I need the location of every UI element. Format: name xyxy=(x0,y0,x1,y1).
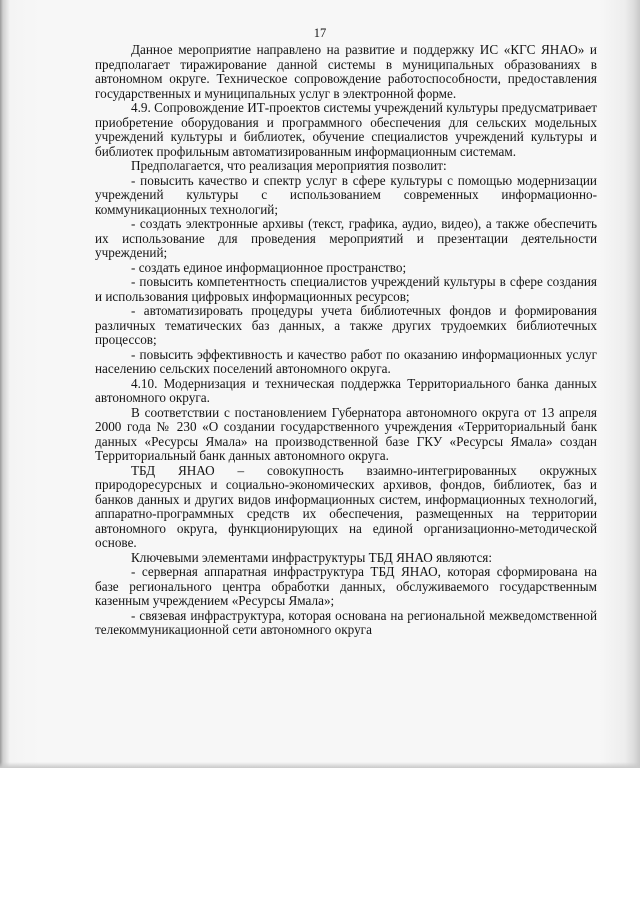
page-number: 17 xyxy=(313,26,327,40)
list-item: - повысить компетентность специалистов учреждений культуры в сфере создания и использования цифровых информационных ресурсов; xyxy=(95,274,597,304)
list-item: - повысить эффективность и качество работ по оказанию информационных услуг населению сельских поселений автономного округа. xyxy=(95,346,597,376)
paragraph: Данное мероприятие направлено на развитие и поддержку ИС «КГС ЯНАО» и предполагает тиражирование данной системы в муниципальных образованиях в автономном округе. Техническое сопровождение работоспособности, предоставления государственных и муниципальных услуг в электронной форме. xyxy=(95,42,597,101)
paragraph: 4.9. Сопровождение ИТ-проектов системы учреждений культуры предусматривает приобретение оборудования и программного обеспечения для сельских модельных учреждений культуры и библиотек, обучение специалистов учреждений культуры и библиотек профильным автоматизированным информационным системам. xyxy=(95,100,597,159)
list-item: - повысить качество и спектр услуг в сфере культуры с помощью модернизации учреждений культуры с использованием современных информационно-коммуникационных технологий; xyxy=(95,172,597,217)
section-heading: 4.10. Модернизация и техническая поддержка Территориального банка данных автономного округа. xyxy=(95,375,597,405)
list-item: - связевая инфраструктура, которая основана на региональной межведомственной телекоммуникационной сети автономного округа xyxy=(95,607,597,637)
paragraph: Предполагается, что реализация мероприятия позволит: xyxy=(131,158,447,173)
document-body xyxy=(95,43,597,638)
paragraph: Ключевыми элементами инфраструктуры ТБД ЯНАО являются: xyxy=(131,549,493,565)
blank-margin xyxy=(0,768,640,905)
paragraph: ТБД ЯНАО – совокупность взаимно-интегрированных окружных природоресурсных и социально-экономических архивов, фондов, библиотек, баз и банков данных и других видов информационных систем, информационных технологий, аппаратно-программных средств их обеспечения, размещенных на территории автономного округа, функционирующих на единой организационно-методической основе. xyxy=(95,462,597,550)
paragraph: В соответствии с постановлением Губернатора автономного округа от 13 апреля 2000 года № 230 «О создании государственного учреждения «Территориальный банк данных «Ресурсы Ямала» на производственной базе ГКУ «Ресурсы Ямала» создан Территориальный банк данных автономного округа. xyxy=(95,404,597,463)
list-item: - серверная аппаратная инфраструктура ТБД ЯНАО, которая сформирована на базе регионального центра обработки данных, обслуживаемого государственным казенным учреждением «Ресурсы Ямала»; xyxy=(95,564,597,608)
list-item: - автоматизировать процедуры учета библиотечных фондов и формирования различных тематических баз данных, а также других трудоемких библиотечных процессов; xyxy=(95,303,597,347)
list-item: - создать единое информационное пространство; xyxy=(131,259,407,275)
list-item: - создать электронные архивы (текст, графика, аудио, видео), а также обеспечить их использование для проведения мероприятий и презентации деятельности учреждений; xyxy=(95,216,597,260)
